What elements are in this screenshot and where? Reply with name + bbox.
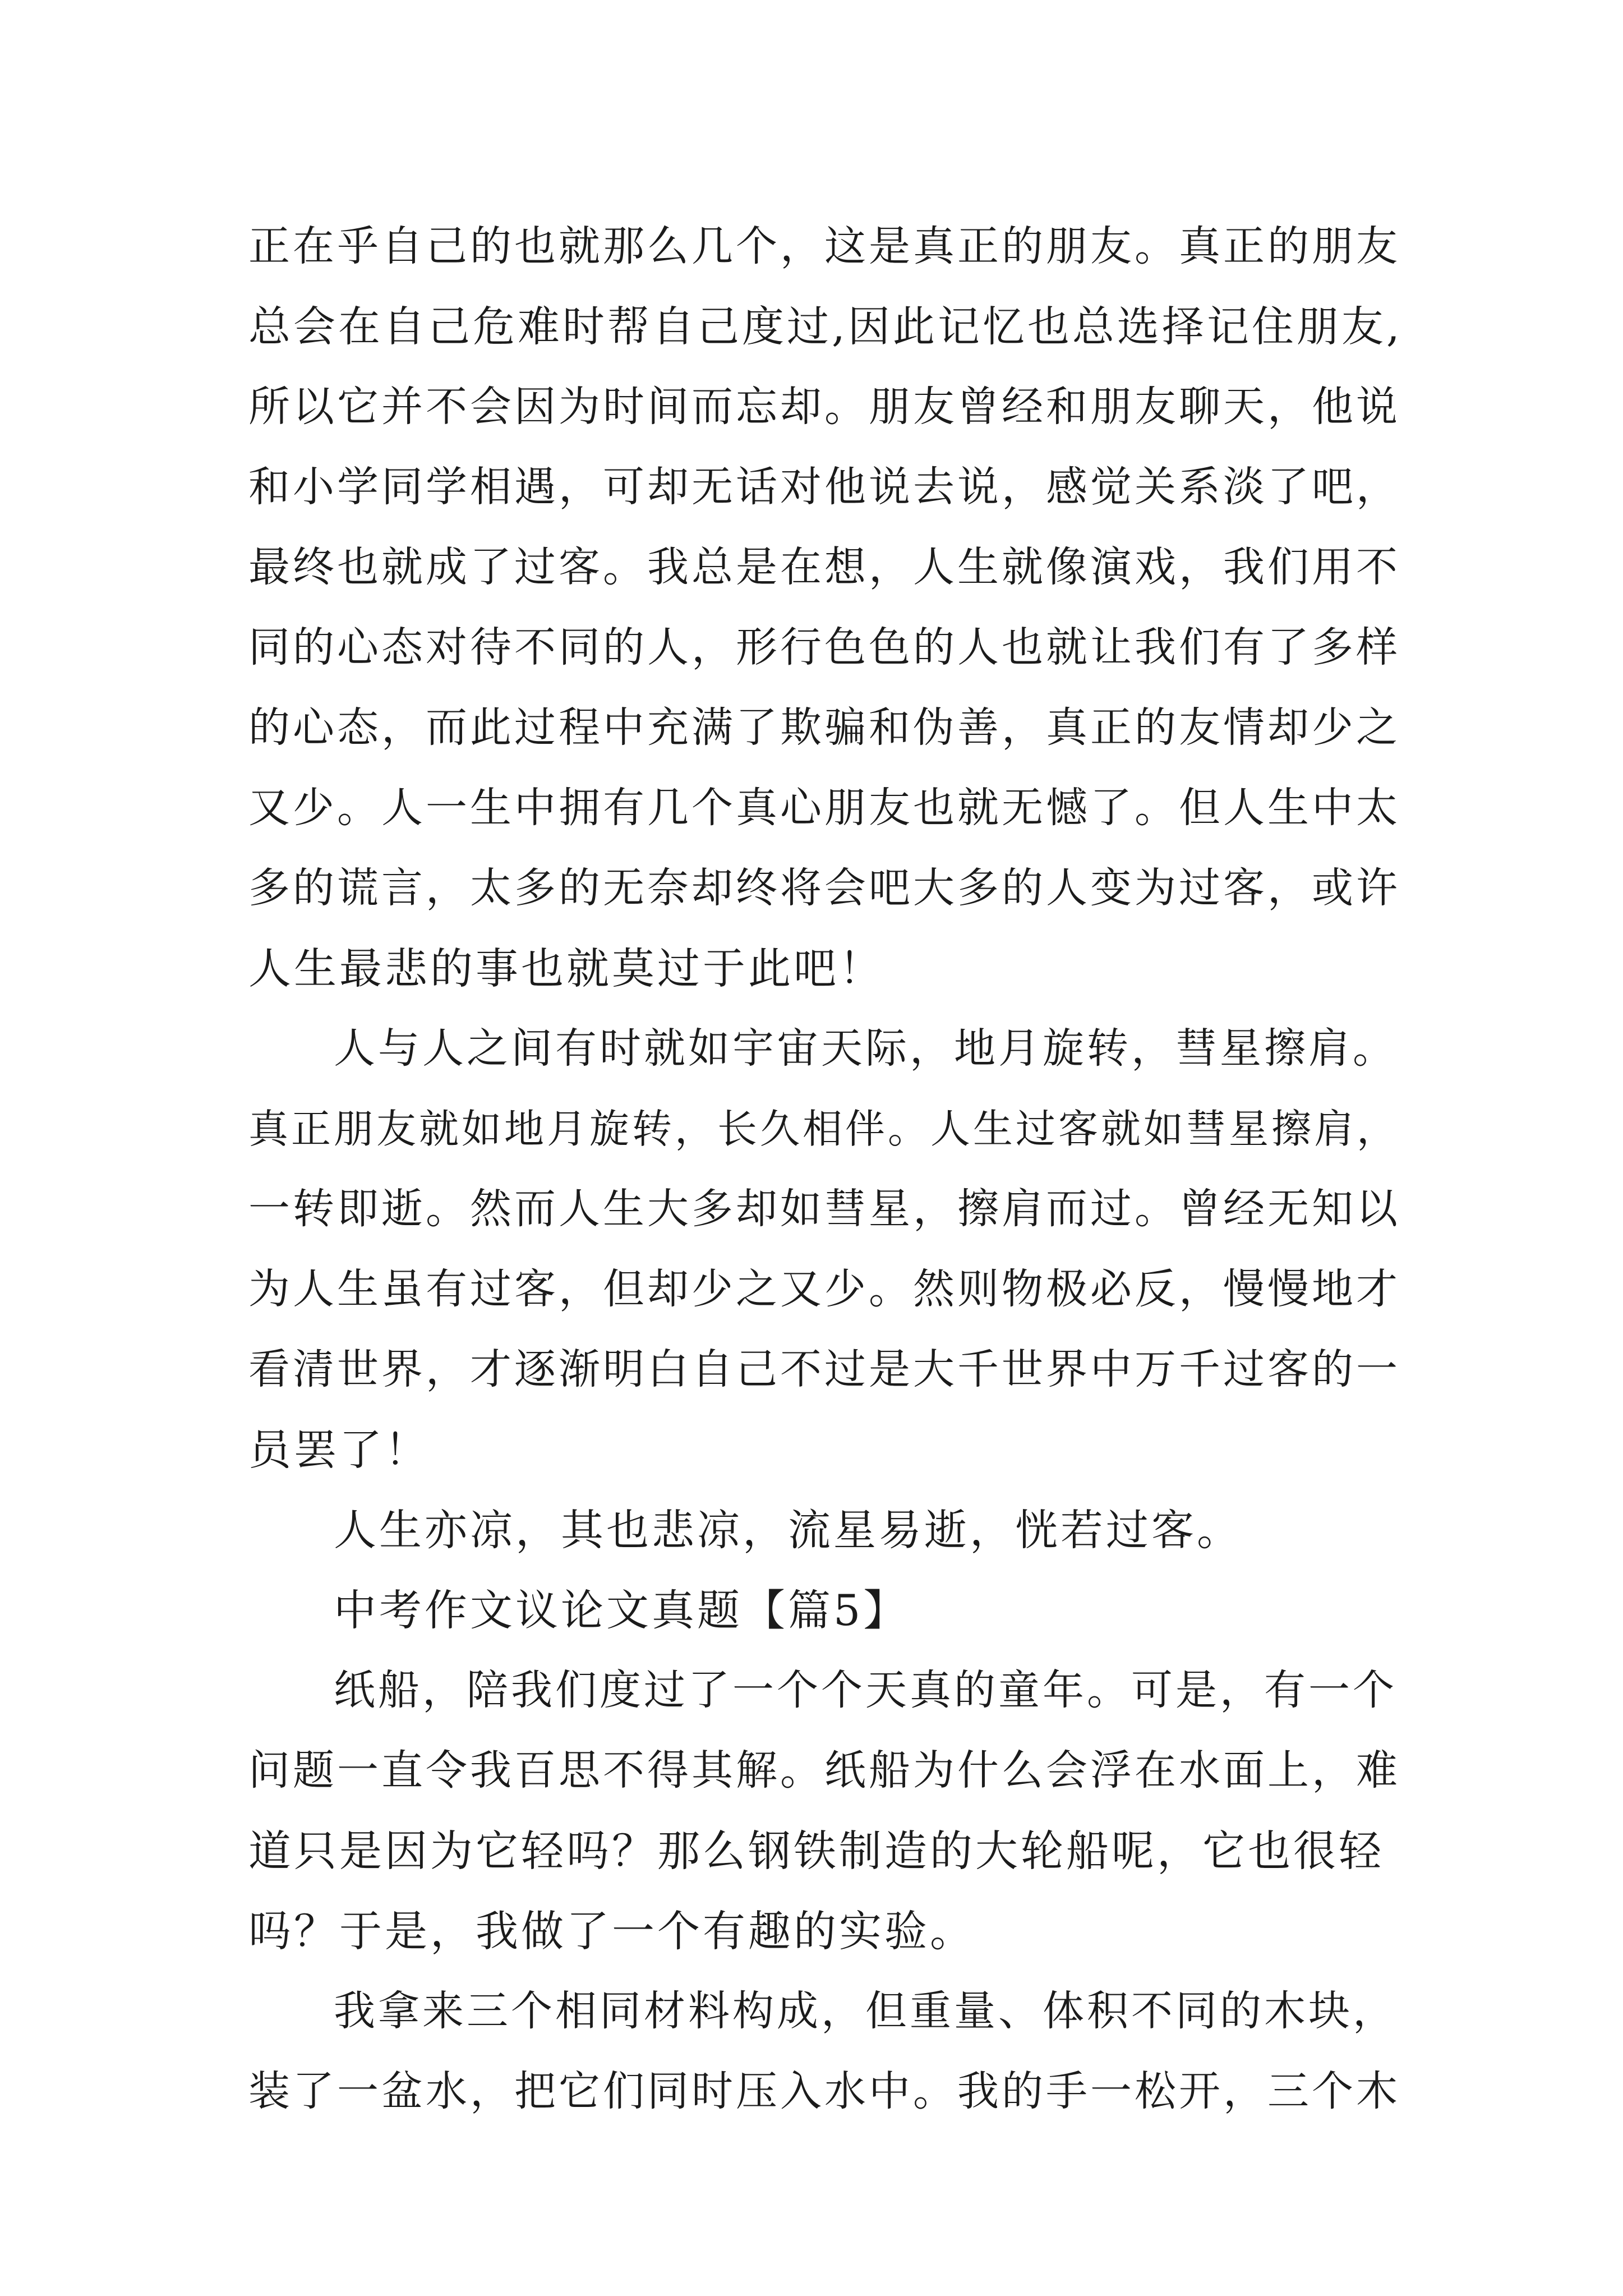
text-line: 为人生虽有过客，但却少之又少。然则物极必反，慢慢地才 — [248, 1265, 1400, 1313]
text-line: 所以它并不会因为时间而忘却。朋友曾经和朋友聊天，他说 — [248, 383, 1400, 431]
text-line: 正在乎自己的也就那么几个，这是真正的朋友。真正的朋友 — [248, 222, 1400, 270]
text-line: 和小学同学相遇，可却无话对他说去说，感觉关系淡了吧， — [248, 463, 1400, 511]
text-line: 总会在自己危难时帮自己度过,因此记忆也总选择记住朋友, — [248, 302, 1403, 351]
text-line: 员罢了！ — [248, 1425, 430, 1475]
text-line: 真正朋友就如地月旋转，长久相伴。人生过客就如彗星擦肩， — [248, 1106, 1400, 1152]
text-line: 看清世界，才逐渐明白自己不过是大千世界中万千过客的一 — [248, 1345, 1400, 1393]
text-line: 我拿来三个相同材料构成，但重量、体积不同的木块， — [334, 1987, 1397, 2035]
text-line: 人与人之间有时就如宇宙天际，地月旋转，彗星擦肩。 — [334, 1024, 1397, 1073]
text-line: 吗？于是，我做了一个有趣的实验。 — [248, 1906, 975, 1956]
text-line: 又少。人一生中拥有几个真心朋友也就无憾了。但人生中太 — [248, 784, 1400, 832]
text-line: 道只是因为它轻吗？那么钢铁制造的大轮船呢，它也很轻 — [248, 1826, 1384, 1876]
text-line: 纸船，陪我们度过了一个个天真的童年。可是，有一个 — [334, 1666, 1397, 1714]
text-line: 人生亦凉，其也悲凉，流星易逝，恍若过客。 — [334, 1505, 1242, 1555]
text-line: 最终也就成了过客。我总是在想，人生就像演戏，我们用不 — [248, 543, 1400, 591]
text-line: 同的心态对待不同的人，形行色色的人也就让我们有了多样 — [248, 623, 1400, 671]
text-line: 多的谎言，太多的无奈却终将会吧大多的人变为过客，或许 — [248, 864, 1400, 912]
text-line: 的心态，而此过程中充满了欺骗和伪善，真正的友情却少之 — [248, 703, 1400, 752]
document-body — [248, 206, 1404, 2132]
text-line: 装了一盆水，把它们同时压入水中。我的手一松开，三个木 — [248, 2067, 1400, 2115]
text-line: 问题一直令我百思不得其解。纸船为什么会浮在水面上，难 — [248, 1746, 1400, 1795]
text-line: 中考作文议论文真题【篇5】 — [334, 1585, 909, 1635]
text-line: 人生最悲的事也就莫过于此吧！ — [248, 944, 884, 993]
text-line: 一转即逝。然而人生大多却如彗星，擦肩而过。曾经无知以 — [248, 1185, 1400, 1233]
